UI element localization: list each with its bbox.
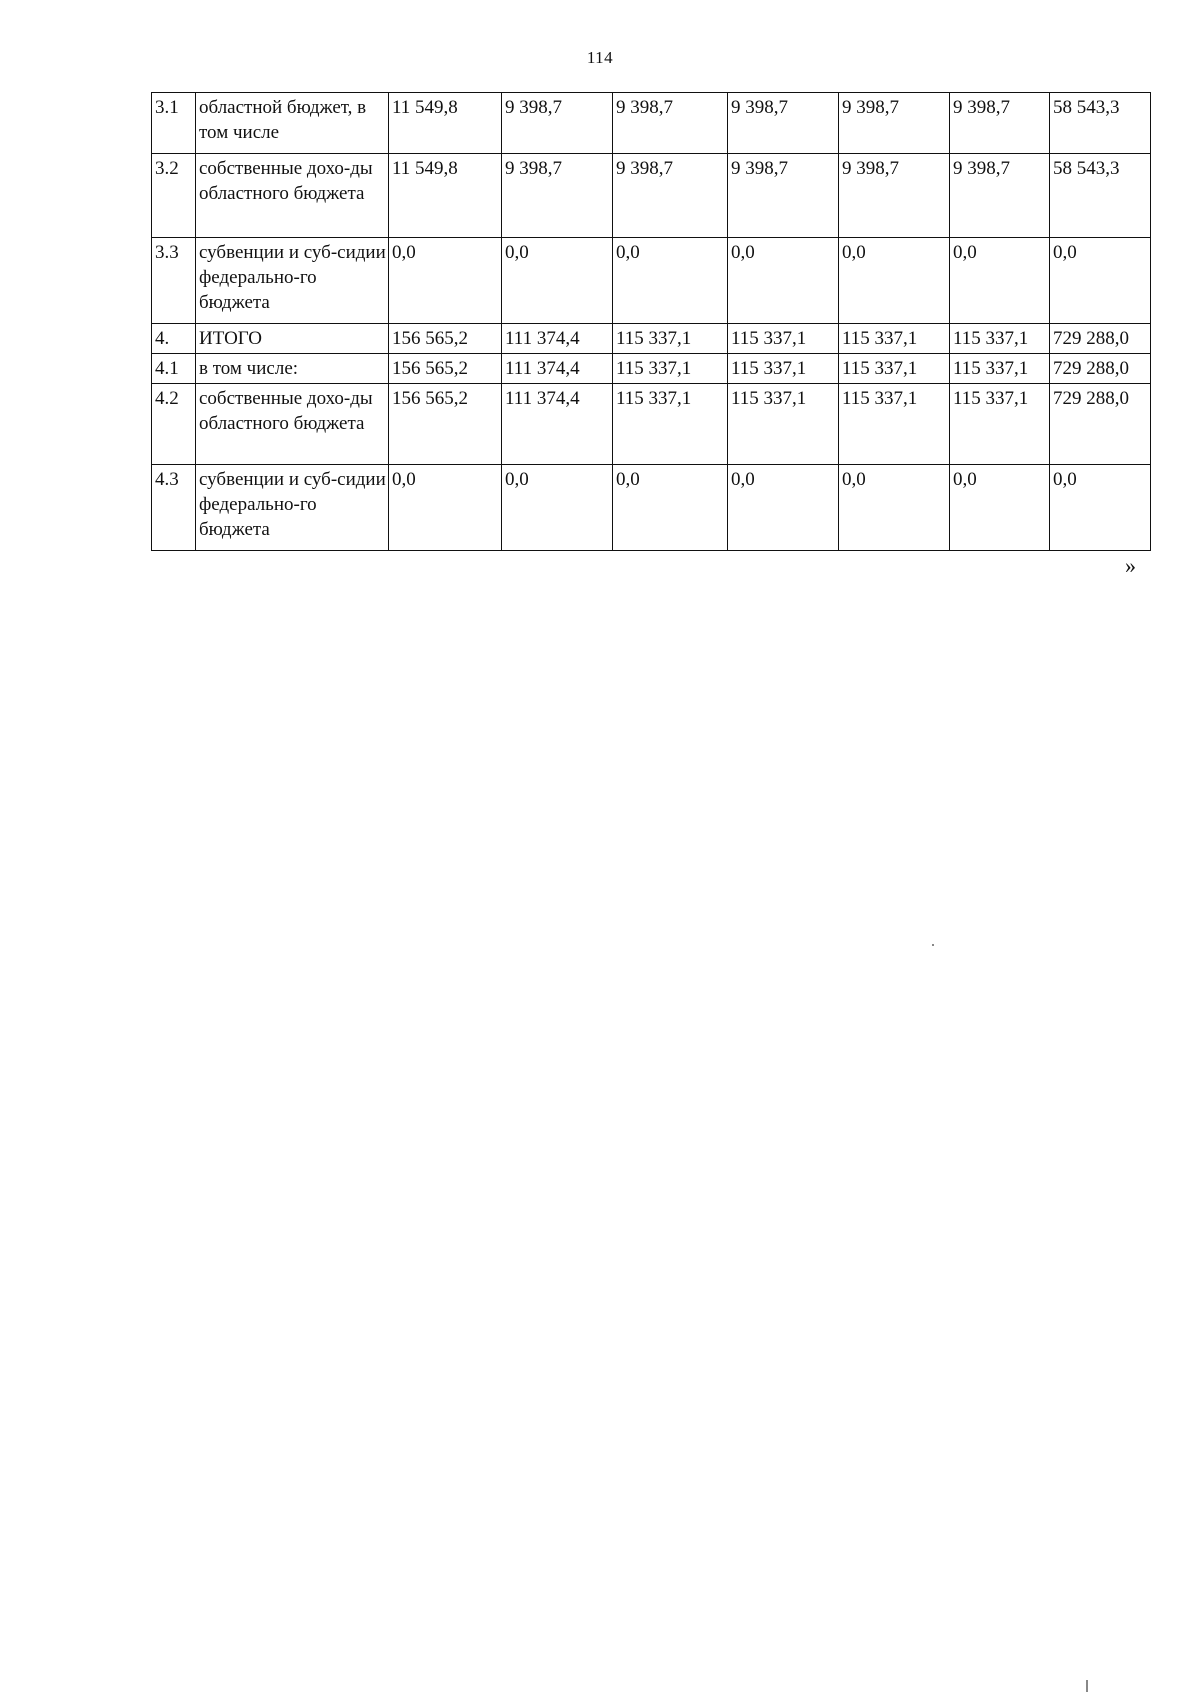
- row-number: 4.3: [152, 465, 196, 551]
- value-cell: 111 374,4: [502, 354, 613, 384]
- value-cell: 0,0: [613, 465, 728, 551]
- value-cell: 9 398,7: [502, 154, 613, 238]
- value-cell: 0,0: [839, 238, 950, 324]
- value-cell: 0,0: [839, 465, 950, 551]
- value-cell: 0,0: [950, 238, 1050, 324]
- total-cell: 58 543,3: [1050, 154, 1151, 238]
- value-cell: 9 398,7: [613, 93, 728, 154]
- value-cell: 115 337,1: [613, 324, 728, 354]
- value-cell: 115 337,1: [839, 354, 950, 384]
- total-cell: 729 288,0: [1050, 354, 1151, 384]
- table-body: [152, 93, 1151, 551]
- value-cell: 111 374,4: [502, 384, 613, 465]
- value-cell: 0,0: [502, 465, 613, 551]
- row-number: 4.: [152, 324, 196, 354]
- value-cell: 115 337,1: [728, 384, 839, 465]
- value-cell: 9 398,7: [950, 154, 1050, 238]
- table-row: [152, 465, 1151, 551]
- total-cell: 0,0: [1050, 465, 1151, 551]
- row-number: 4.2: [152, 384, 196, 465]
- total-cell: 729 288,0: [1050, 324, 1151, 354]
- value-cell: 115 337,1: [839, 324, 950, 354]
- value-cell: 115 337,1: [728, 354, 839, 384]
- row-label: субвенции и суб-сидии федерально-го бюджета: [196, 238, 389, 324]
- value-cell: 9 398,7: [728, 154, 839, 238]
- value-cell: 0,0: [728, 465, 839, 551]
- value-cell: 115 337,1: [728, 324, 839, 354]
- total-cell: 729 288,0: [1050, 384, 1151, 465]
- value-cell: 0,0: [389, 238, 502, 324]
- value-cell: 9 398,7: [839, 93, 950, 154]
- row-label: в том числе:: [196, 354, 389, 384]
- row-number: 3.1: [152, 93, 196, 154]
- value-cell: 0,0: [389, 465, 502, 551]
- value-cell: 115 337,1: [950, 354, 1050, 384]
- row-number: 3.2: [152, 154, 196, 238]
- table-row: [152, 93, 1151, 154]
- row-label: собственные дохо-ды областного бюджета: [196, 384, 389, 465]
- value-cell: 115 337,1: [950, 384, 1050, 465]
- row-number: 4.1: [152, 354, 196, 384]
- table-row: [152, 154, 1151, 238]
- table-row: [152, 354, 1151, 384]
- value-cell: 11 549,8: [389, 93, 502, 154]
- value-cell: 9 398,7: [613, 154, 728, 238]
- row-label: субвенции и суб-сидии федерально-го бюджета: [196, 465, 389, 551]
- value-cell: 156 565,2: [389, 324, 502, 354]
- row-label: собственные дохо-ды областного бюджета: [196, 154, 389, 238]
- table-row: [152, 384, 1151, 465]
- closing-quote-mark: »: [1125, 553, 1136, 578]
- value-cell: 156 565,2: [389, 354, 502, 384]
- scan-speck: [932, 944, 934, 946]
- value-cell: 156 565,2: [389, 384, 502, 465]
- table-row: [152, 238, 1151, 324]
- value-cell: 115 337,1: [613, 354, 728, 384]
- value-cell: 111 374,4: [502, 324, 613, 354]
- value-cell: 0,0: [613, 238, 728, 324]
- value-cell: 9 398,7: [950, 93, 1050, 154]
- table-row: [152, 324, 1151, 354]
- value-cell: 9 398,7: [728, 93, 839, 154]
- value-cell: 115 337,1: [613, 384, 728, 465]
- total-cell: 58 543,3: [1050, 93, 1151, 154]
- value-cell: 9 398,7: [502, 93, 613, 154]
- value-cell: 115 337,1: [950, 324, 1050, 354]
- row-label: областной бюджет, в том числе: [196, 93, 389, 154]
- value-cell: 0,0: [502, 238, 613, 324]
- scan-speck: [1086, 1680, 1088, 1692]
- page-number: 114: [586, 48, 614, 67]
- row-label: ИТОГО: [196, 324, 389, 354]
- value-cell: 11 549,8: [389, 154, 502, 238]
- value-cell: 0,0: [728, 238, 839, 324]
- total-cell: 0,0: [1050, 238, 1151, 324]
- row-number: 3.3: [152, 238, 196, 324]
- value-cell: 115 337,1: [839, 384, 950, 465]
- value-cell: 0,0: [950, 465, 1050, 551]
- value-cell: 9 398,7: [839, 154, 950, 238]
- budget-table: [151, 92, 1151, 551]
